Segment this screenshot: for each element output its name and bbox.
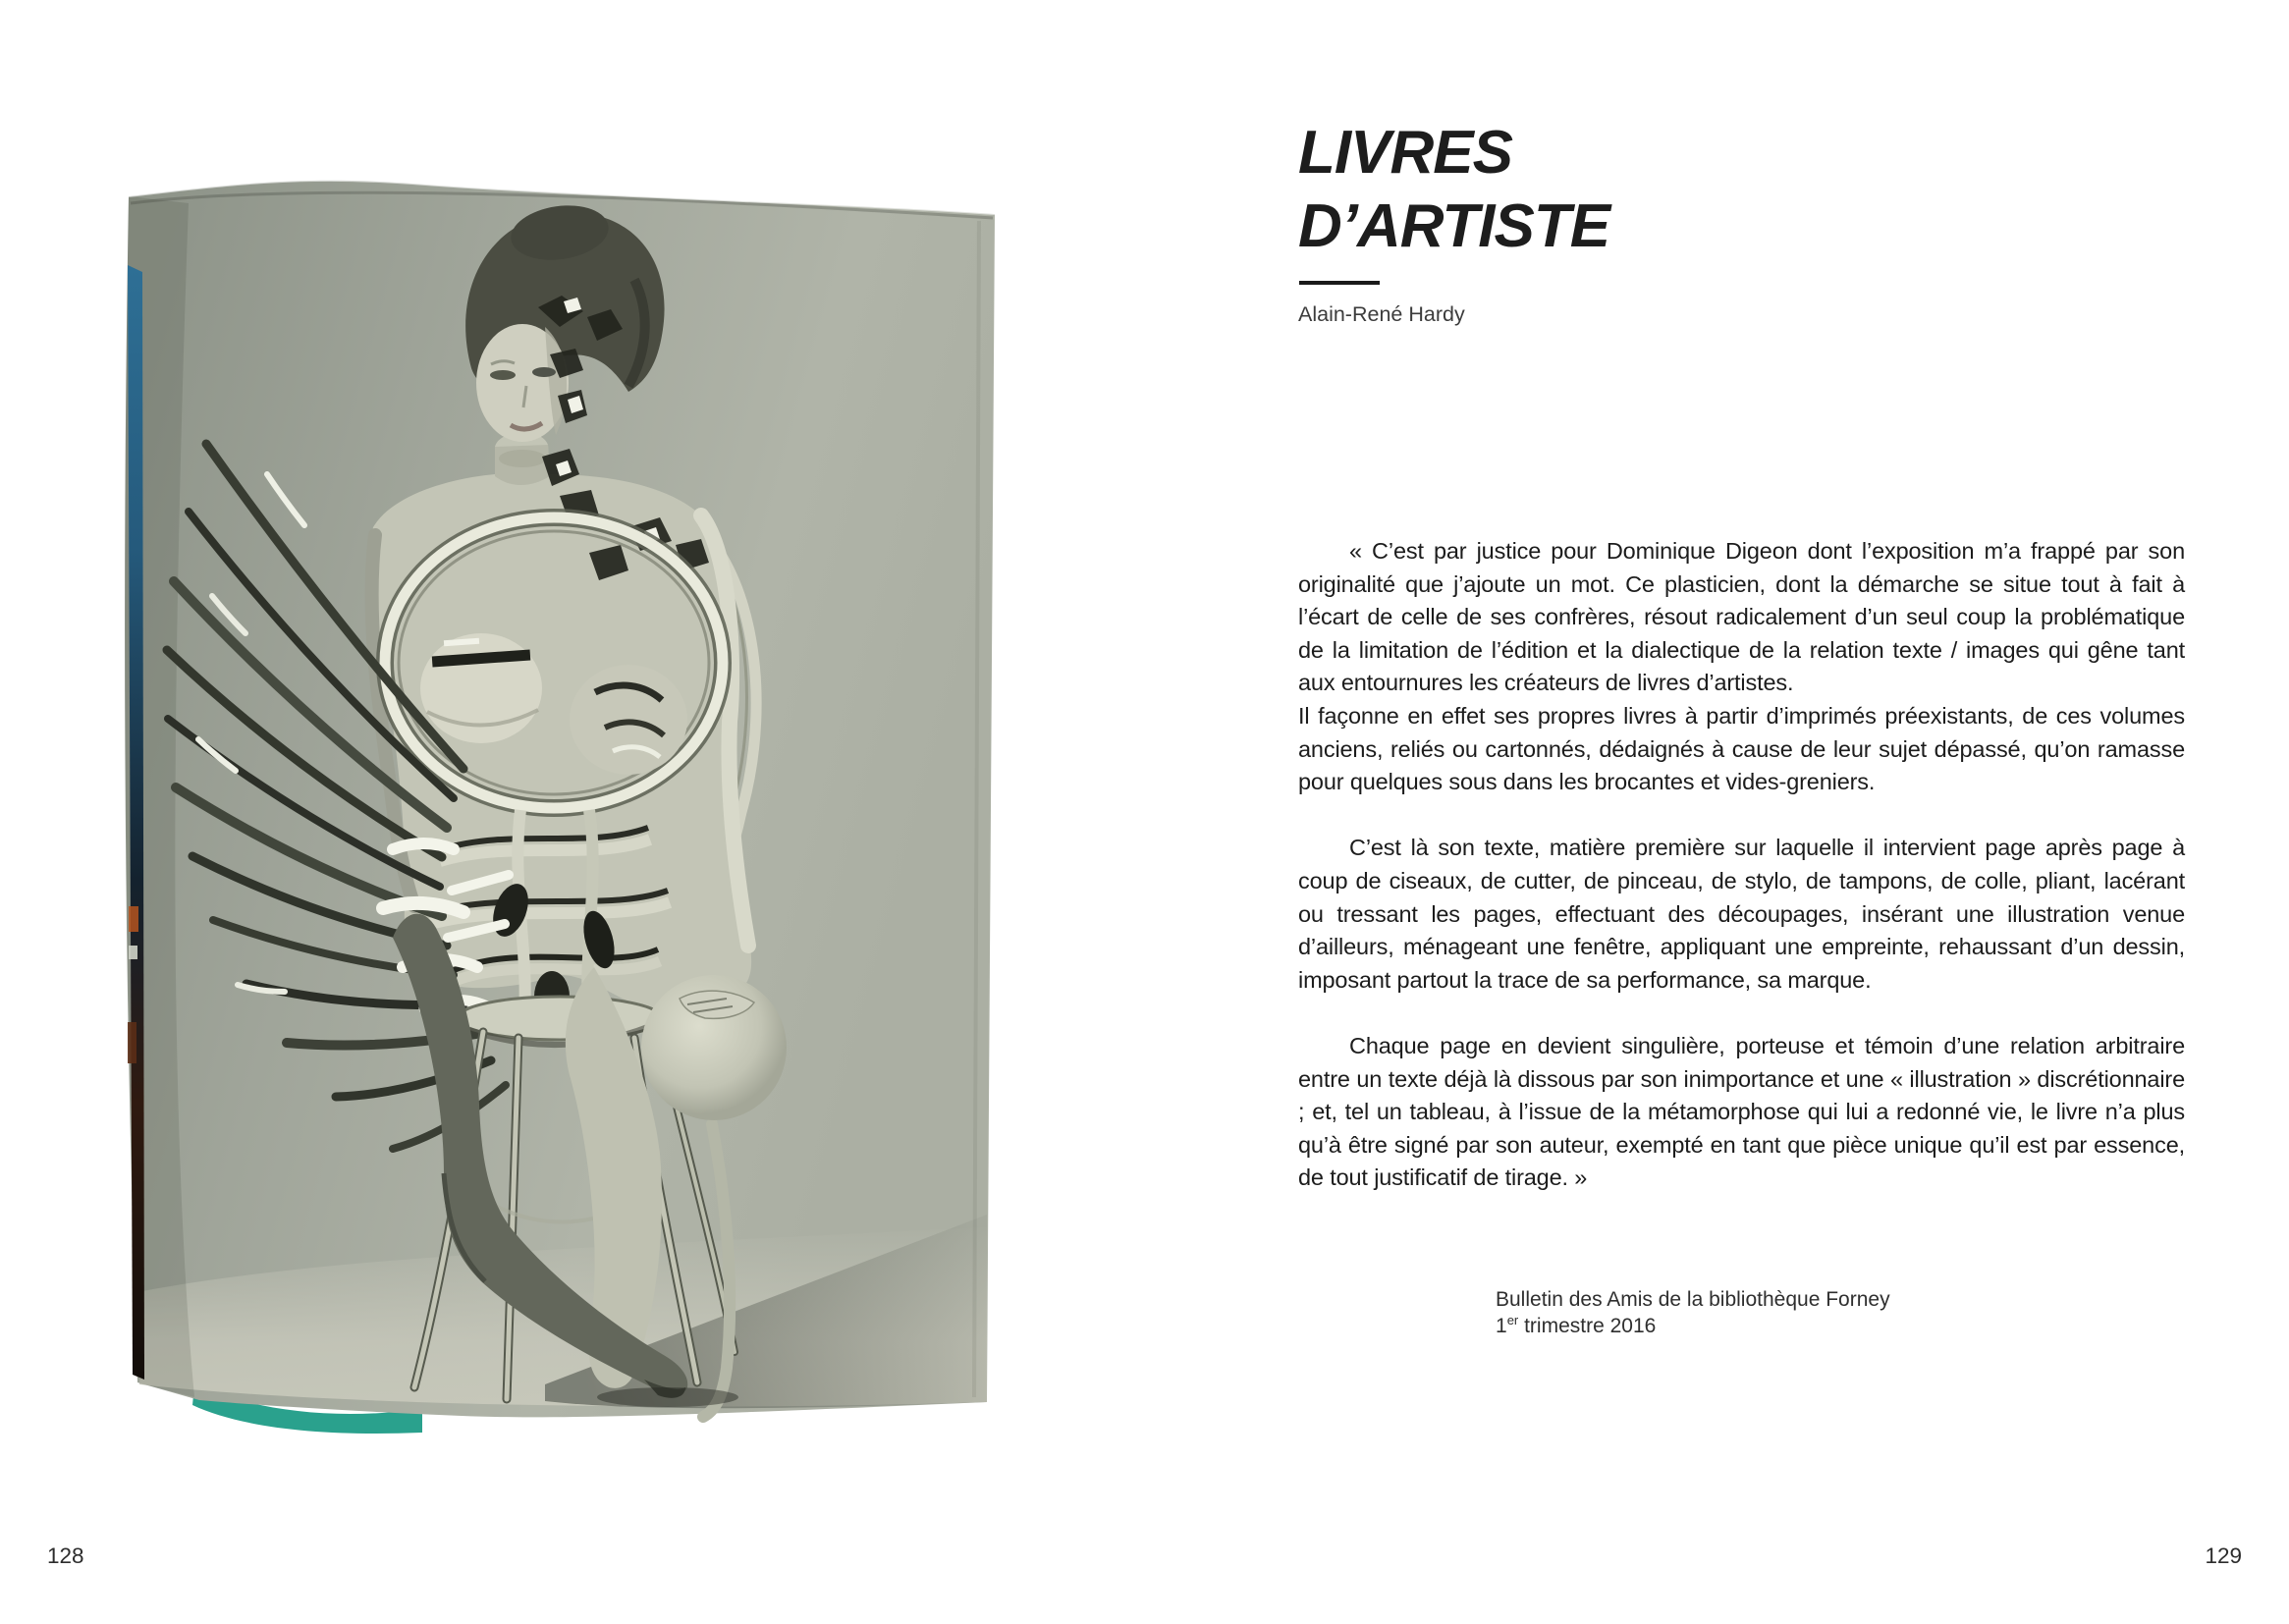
citation-line-1: Bulletin des Amis de la bibliothèque Forney [1496,1288,1890,1311]
title-rule [1299,281,1380,285]
paragraph-1: « C’est par justice pour Dominique Digeon dont l’exposition m’a frappé par son originalité que j’ajoute un mot. Ce plasticien, dont la démarche se situe tout à fait à l’écart de celle de ses confrères, résout radicalement d’un seul coup la problématique de la limitation de l’édition et la dialectique de la relation texte / images qui gêne tant aux entournures les créateurs de livres d’artistes. [1298,538,2185,696]
paragraph-3: Chaque page en devient singulière, porteuse et témoin d’une relation arbitraire entre un texte déjà là dissous par son inimportance et une « illustration » discrétionnaire ; et, tel un tableau, à l’issue de la métamorphose qui lui a redonné vie, le livre n’a plus qu’à être signé par son auteur, exempté en tant que pièce unique qu’il est par essence, de tout justificatif de tirage. » [1298,1032,2185,1191]
page-number-left: 128 [47,1543,84,1568]
paragraph-1b: Il façonne en effet ses propres livres à partir d’imprimés préexistants, de ces volumes anciens, reliés ou cartonnés, dédaignés à cause de leur sujet dépassé, qu’on ramasse pour quelques sous dans les brocantes et vides-greniers. [1298,702,2185,795]
paragraph-2: C’est là son texte, matière première sur laquelle il intervient page après page à coup de ciseaux, de cutter, de pinceau, de stylo, de tampons, de colle, pliant, lacérant ou tressant les pages, effectuant des découpages, insérant une illustration venue d’ailleurs, ménageant une fenêtre, appliquant une empreinte, rehaussant d’un dessin, imposant partout la trace de sa performance, sa marque. [1298,835,2185,993]
ordinal-superscript: er [1506,1313,1519,1327]
source-citation [1496,1286,1890,1339]
author-byline: Alain-René Hardy [1298,302,1465,326]
article-body [1298,535,2185,1195]
page-number-right: 129 [2205,1543,2242,1568]
title-line-2: D’ARTISTE [1298,192,1610,260]
artwork-photo [98,162,1031,1438]
title-line-1: LIVRES [1298,119,1512,187]
article-title [1298,116,1986,263]
citation-line-2: 1er trimestre 2016 [1496,1313,1657,1337]
